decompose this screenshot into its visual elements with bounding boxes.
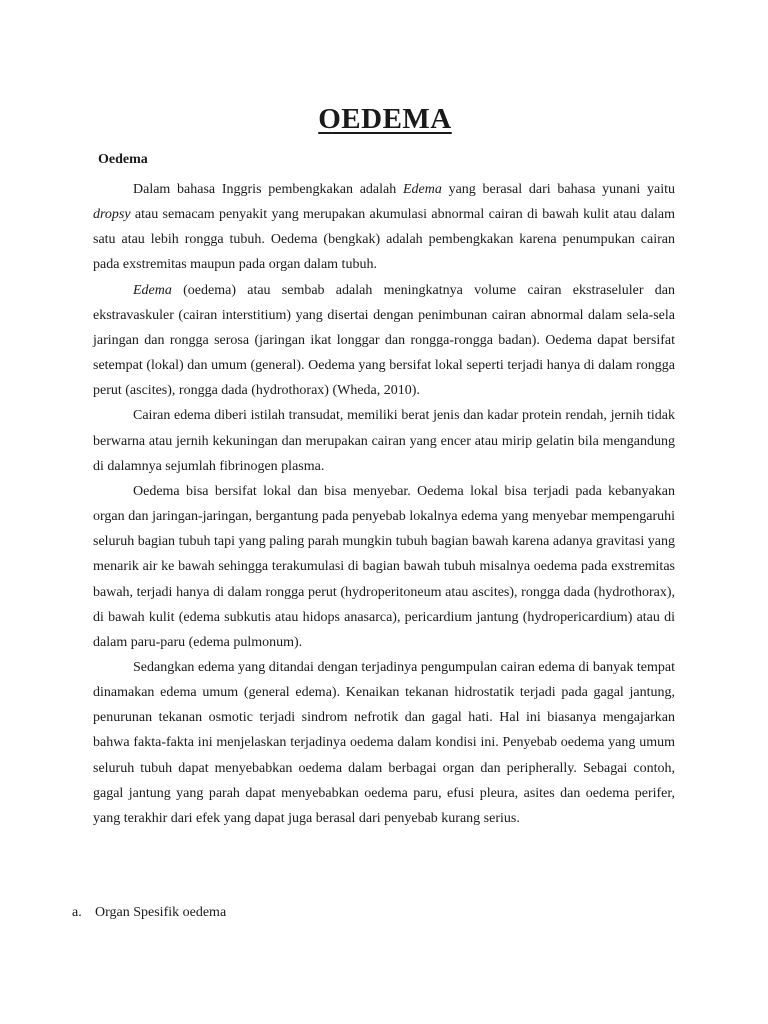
document-title: OEDEMA <box>318 103 452 135</box>
paragraph-5: Sedangkan edema yang ditandai dengan terjadinya pengumpulan cairan edema di banyak tempat dinamakan edema umum (general edema). Kenaikan tekanan hidrostatik terjadi pada gagal jantung, penurunan tekanan osmotic terjadi sindrom nefrotik dan gagal hati. Hal ini biasanya mengajarkan bahwa fakta-fakta ini menjelaskan terjadinya oedema dalam kondisi ini. Penyebab oedema yang umum seluruh tubuh dapat menyebabkan oedema dalam berbagai organ dan peripherally. Sebagai contoh, gagal jantung yang parah dapat menyebabkan oedema paru, efusi pleura, asites dan oedema perifer, yang terakhir dari efek yang dapat juga berasal dari penyebab kurang serius. <box>93 659 675 826</box>
paragraph-1-term-edema: Edema <box>402 182 442 197</box>
paragraph-1-text-b: yang berasal dari bahasa yunani yaitu <box>441 182 675 197</box>
paragraph-1-text-a: Dalam bahasa Inggris pembengkakan adalah <box>133 182 403 197</box>
list-item <box>72 905 226 921</box>
paragraph-2-text: (oedema) atau sembab adalah meningkatnya volume cairan ekstraseluler dan ekstravaskuler (cairan interstitium) yang disertai dengan penimbunan cairan abnormal dalam sela-sela jaringan dan rongga serosa (jaringan ikat longgar dan rongga-rongga badan). Oedema dapat bersifat setempat (lokal) dan umum (general). Oedema yang bersifat lokal seperti terjadi hanya di dalam rongga perut (ascites), rongga dada (hydrothorax) (Wheda, 2010). <box>93 282 675 399</box>
paragraph-3: Cairan edema diberi istilah transudat, memiliki berat jenis dan kadar protein rendah, jernih tidak berwarna atau jernih kekuningan dan merupakan cairan yang encer atau mirip gelatin bila mengandung di dalamnya sejumlah fibrinogen plasma. <box>93 408 675 474</box>
paragraph-2-term-edema: Edema <box>133 282 172 298</box>
paragraph-4: Oedema bisa bersifat lokal dan bisa menyebar. Oedema lokal bisa terjadi pada kebanyakan organ dan jaringan-jaringan, bergantung pada penyebab lokalnya edema yang menyebar mempengaruhi seluruh bagian tubuh tapi yang paling parah mungkin tubuh bagian bawah karena adanya gravitasi yang menarik air ke bawah sehingga terakumulasi di bagian bawah tubuh misalnya oedema pada exstremitas bawah, terjadi hanya di dalam rongga perut (hydroperitoneum atau ascites), rongga dada (hydrothorax), di bawah kulit (edema subkutis atau hidops anasarca), pericardium jantung (hydropericardium) atau di dalam paru-paru (edema pulmonum). <box>93 483 675 650</box>
paragraph-1-text-c: atau semacam penyakit yang merupakan akumulasi abnormal cairan di bawah kulit atau dalam satu atau lebih rongga tubuh. Oedema (bengkak) adalah pembengkakan karena penumpukan cairan pada exstremitas maupun pada organ dalam tubuh. <box>93 207 675 273</box>
document-body <box>93 177 675 831</box>
section-subheading: Oedema <box>98 152 148 167</box>
list-marker: a. <box>72 905 82 920</box>
list-item-label: Organ Spesifik oedema <box>95 905 227 920</box>
paragraph-1-term-dropsy: dropsy <box>93 207 131 223</box>
paragraph-2 <box>93 278 675 404</box>
paragraph-1 <box>93 177 675 278</box>
